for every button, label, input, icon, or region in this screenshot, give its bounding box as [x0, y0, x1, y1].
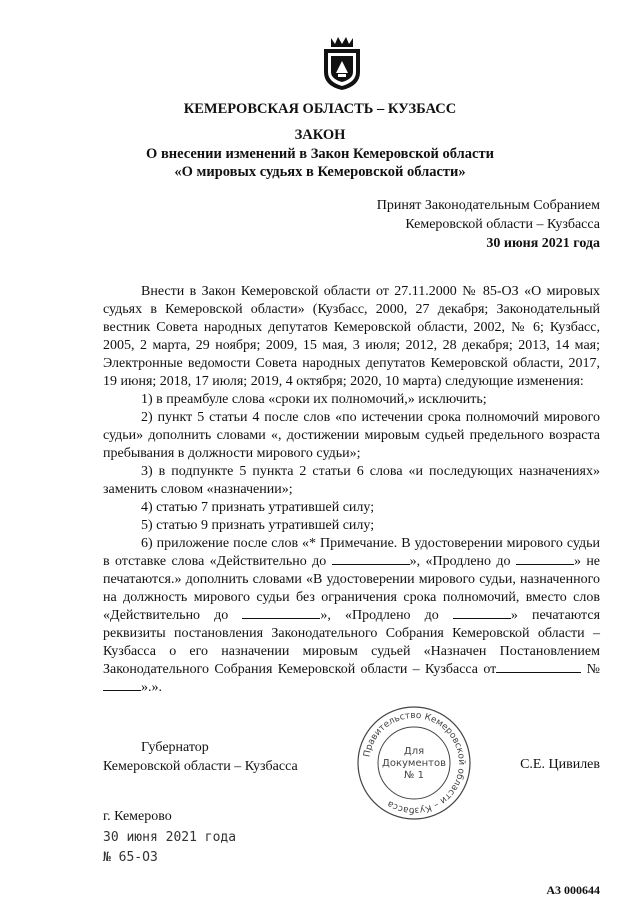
item6-part-b: », «Продлено до: [409, 554, 511, 569]
stamp-inner-line1: Для: [403, 746, 425, 757]
blank-line: [496, 661, 581, 673]
blank-line: [103, 679, 141, 691]
law-body: [103, 283, 600, 697]
body-intro: Внести в Закон Кемеровской области от 27.11.2000 № 85-ОЗ «О мировых судьях в Кемеровской области» (Кузбасс, 2000, 27 декабря; Законодательный вестник Совета народных депутатов Кемеровской области, 2002, № 6; Кузбасс, 2005, 2 марта, 29 ноября; 2009, 15 мая, 3 июля; 2012, 28 декабря; 2013, 14 мая; Электронные ведомости Совета народных депутатов Кемеровской области, 2017, 19 июня; 2018, 17 июля; 2019, 4 октября; 2020, 10 марта) следующие изменения:: [103, 284, 600, 389]
signature-position-line2: Кемеровской области – Кузбасса: [103, 759, 298, 774]
item6-part-g: ».».: [141, 680, 162, 695]
blank-line: [332, 553, 410, 565]
typed-law-number: № 65-ОЗ: [103, 850, 158, 865]
item6-part-c: » не печатаются.» дополнить словами «В удостоверении мирового судьи, назначенного на должность мирового судьи без ограничения срока полномочий, вместо слов «Действительно до: [103, 554, 601, 623]
item6-part-a: 6) приложение после слов «* Примечание. В удостоверении мирового судьи в отставке слова «Действительно до: [103, 536, 600, 569]
kemerovo-coat-of-arms-icon: [318, 34, 366, 92]
blank-line: [516, 553, 574, 565]
body-item-2: 2) пункт 5 статьи 4 после слов «по истечении срока полномочий мирового судьи» дополнить словами «, достижении мировым судьей предельного возраста пребывания в должности мирового судьи»;: [103, 410, 600, 461]
law-title-line2: «О мировых судьях в Кемеровской области»: [174, 164, 466, 180]
item6-part-f: №: [586, 662, 601, 677]
stamp-inner-line3: № 1: [404, 770, 424, 781]
signature-position-line1: Губернатор: [141, 740, 209, 755]
blank-line: [242, 607, 320, 619]
stamp-outer-text: Правительство Кемеровской области – Кузбасса: [362, 710, 467, 816]
body-item-4: 4) статью 7 признать утратившей силу;: [141, 500, 375, 515]
stamp-inner-line2: Документов: [382, 758, 446, 769]
adoption-date-text: 30 июня 2021 года: [486, 236, 600, 251]
place-of-signing: г. Кемерово: [103, 809, 172, 824]
item6-part-e: » печатаются реквизиты постановления Законодательного Собрания Кемеровской области – Кузбасса о его назначении мировым судьей «Назначен Постановлением Законодательного Собрания Кемеровской области – Кузбасса от: [103, 608, 601, 677]
body-item-3: 3) в подпункте 5 пункта 2 статьи 6 слова «и последующих назначениях» заменить словом «назначении»;: [103, 464, 600, 497]
document-type-heading: ЗАКОН: [294, 127, 346, 143]
form-serial-number: А3 000644: [546, 883, 600, 897]
signatory-name: С.Е. Цивилев: [520, 757, 600, 772]
body-item-6: [103, 535, 600, 697]
item6-part-d: », «Продлено до: [320, 608, 439, 623]
body-item-1: 1) в преамбуле слова «сроки их полномочий,» исключить;: [141, 392, 487, 407]
signature-position: [103, 738, 298, 776]
adoption-line1: Принят Законодательным Собранием: [376, 198, 600, 213]
blank-line: [453, 607, 511, 619]
adoption-line2: Кемеровской области – Кузбасса: [405, 217, 600, 232]
adoption-date: [486, 235, 600, 253]
official-stamp: [355, 704, 473, 822]
body-item-5: 5) статью 9 признать утратившей силу;: [141, 518, 375, 533]
region-heading: КЕМЕРОВСКАЯ ОБЛАСТЬ – КУЗБАСС: [183, 101, 457, 117]
law-title-line1: О внесении изменений в Закон Кемеровской области: [146, 146, 494, 162]
typed-date: 30 июня 2021 года: [103, 830, 237, 845]
